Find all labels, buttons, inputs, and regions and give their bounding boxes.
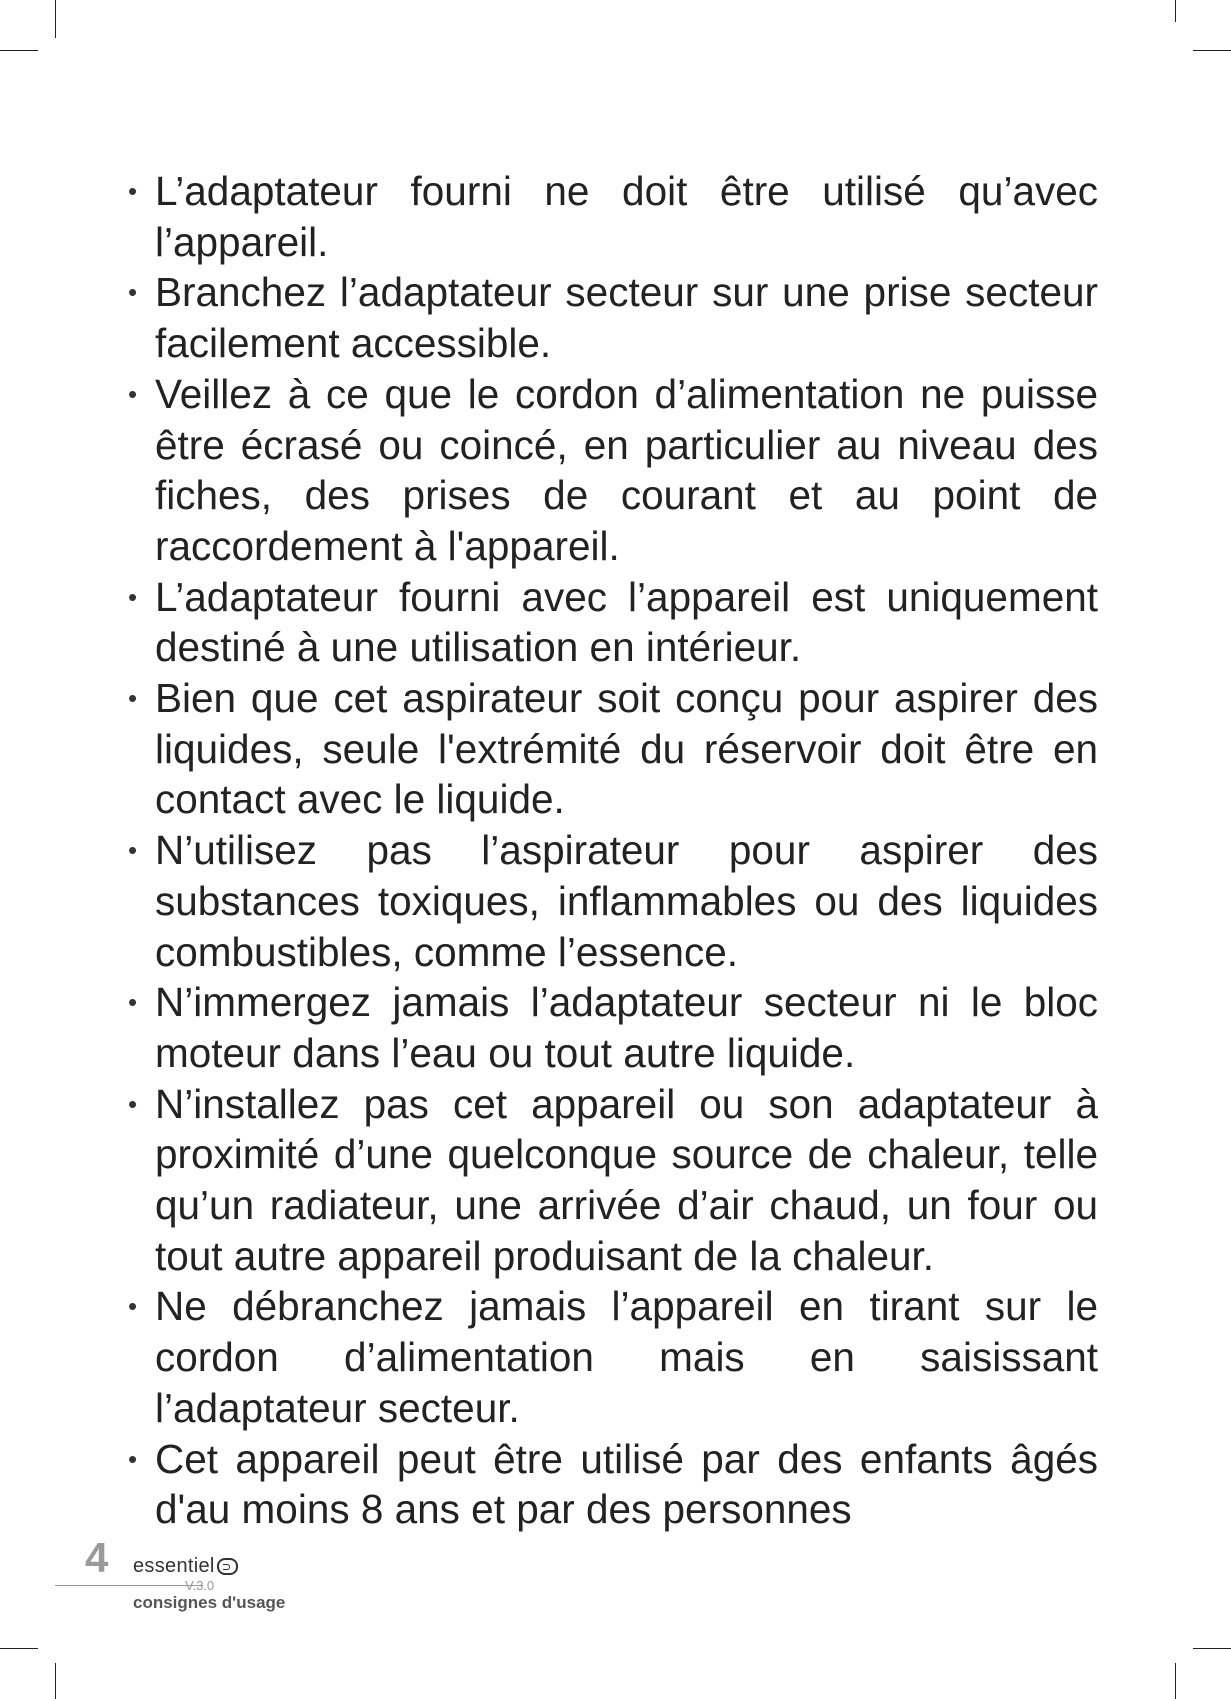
crop-mark-top-left-v	[55, 0, 56, 38]
version-label: V.3.0	[185, 1578, 215, 1593]
instruction-item: • Cet appareil peut être utilisé par des enfants âgés d'au moins 8 ans et par des personnes	[128, 1434, 1098, 1535]
instruction-item: • Bien que cet aspirateur soit conçu pour aspirer des liquides, seule l'extrémité du réservoir doit être en contact avec le liquide.	[128, 673, 1098, 825]
crop-mark-bottom-left-v	[55, 1663, 56, 1699]
instruction-item: • N’utilisez pas l’aspirateur pour aspirer des substances toxiques, inflammables ou des liquides combustibles, comme l’essence.	[128, 825, 1098, 977]
instruction-item: • N’immergez jamais l’adaptateur secteur ni le bloc moteur dans l’eau ou tout autre liquide.	[128, 977, 1098, 1078]
instruction-item: • Branchez l’adaptateur secteur sur une prise secteur facilement accessible.	[128, 267, 1098, 368]
instruction-item: • Ne débranchez jamais l’appareil en tirant sur le cordon d’alimentation mais en saisissant l’adaptateur secteur.	[128, 1281, 1098, 1433]
page-footer	[55, 1535, 315, 1615]
crop-mark-top-left-h	[0, 50, 38, 51]
instruction-list	[128, 166, 1098, 1535]
crop-mark-bottom-right-v	[1175, 1663, 1176, 1699]
instruction-item: • L’adaptateur fourni avec l’appareil est uniquement destiné à une utilisation en intérieur.	[128, 572, 1098, 673]
brand-name: essentiel	[133, 1555, 215, 1577]
safety-instructions	[128, 166, 1098, 1535]
instruction-item: • N’installez pas cet appareil ou son adaptateur à proximité d’une quelconque source de chaleur, telle qu’un radiateur, une arrivée d’air chaud, un four ou tout autre appareil produisant de la chaleur.	[128, 1079, 1098, 1282]
instruction-item: • Veillez à ce que le cordon d’alimentation ne puisse être écrasé ou coincé, en particulier au niveau des fiches, des prises de courant et au point de raccordement à l'appareil.	[128, 369, 1098, 572]
page-number: 4	[85, 1534, 109, 1581]
brand-logo	[133, 1555, 238, 1578]
crop-mark-top-right-h	[1193, 50, 1231, 51]
crop-mark-bottom-right-h	[1193, 1648, 1231, 1649]
footer-divider	[55, 1585, 203, 1586]
brand-e-icon	[217, 1558, 238, 1575]
document-type: consignes d'usage	[133, 1593, 286, 1612]
crop-mark-bottom-left-h	[0, 1648, 38, 1649]
crop-mark-top-right-v	[1175, 0, 1176, 22]
instruction-item: • L’adaptateur fourni ne doit être utilisé qu’avec l’appareil.	[128, 166, 1098, 267]
